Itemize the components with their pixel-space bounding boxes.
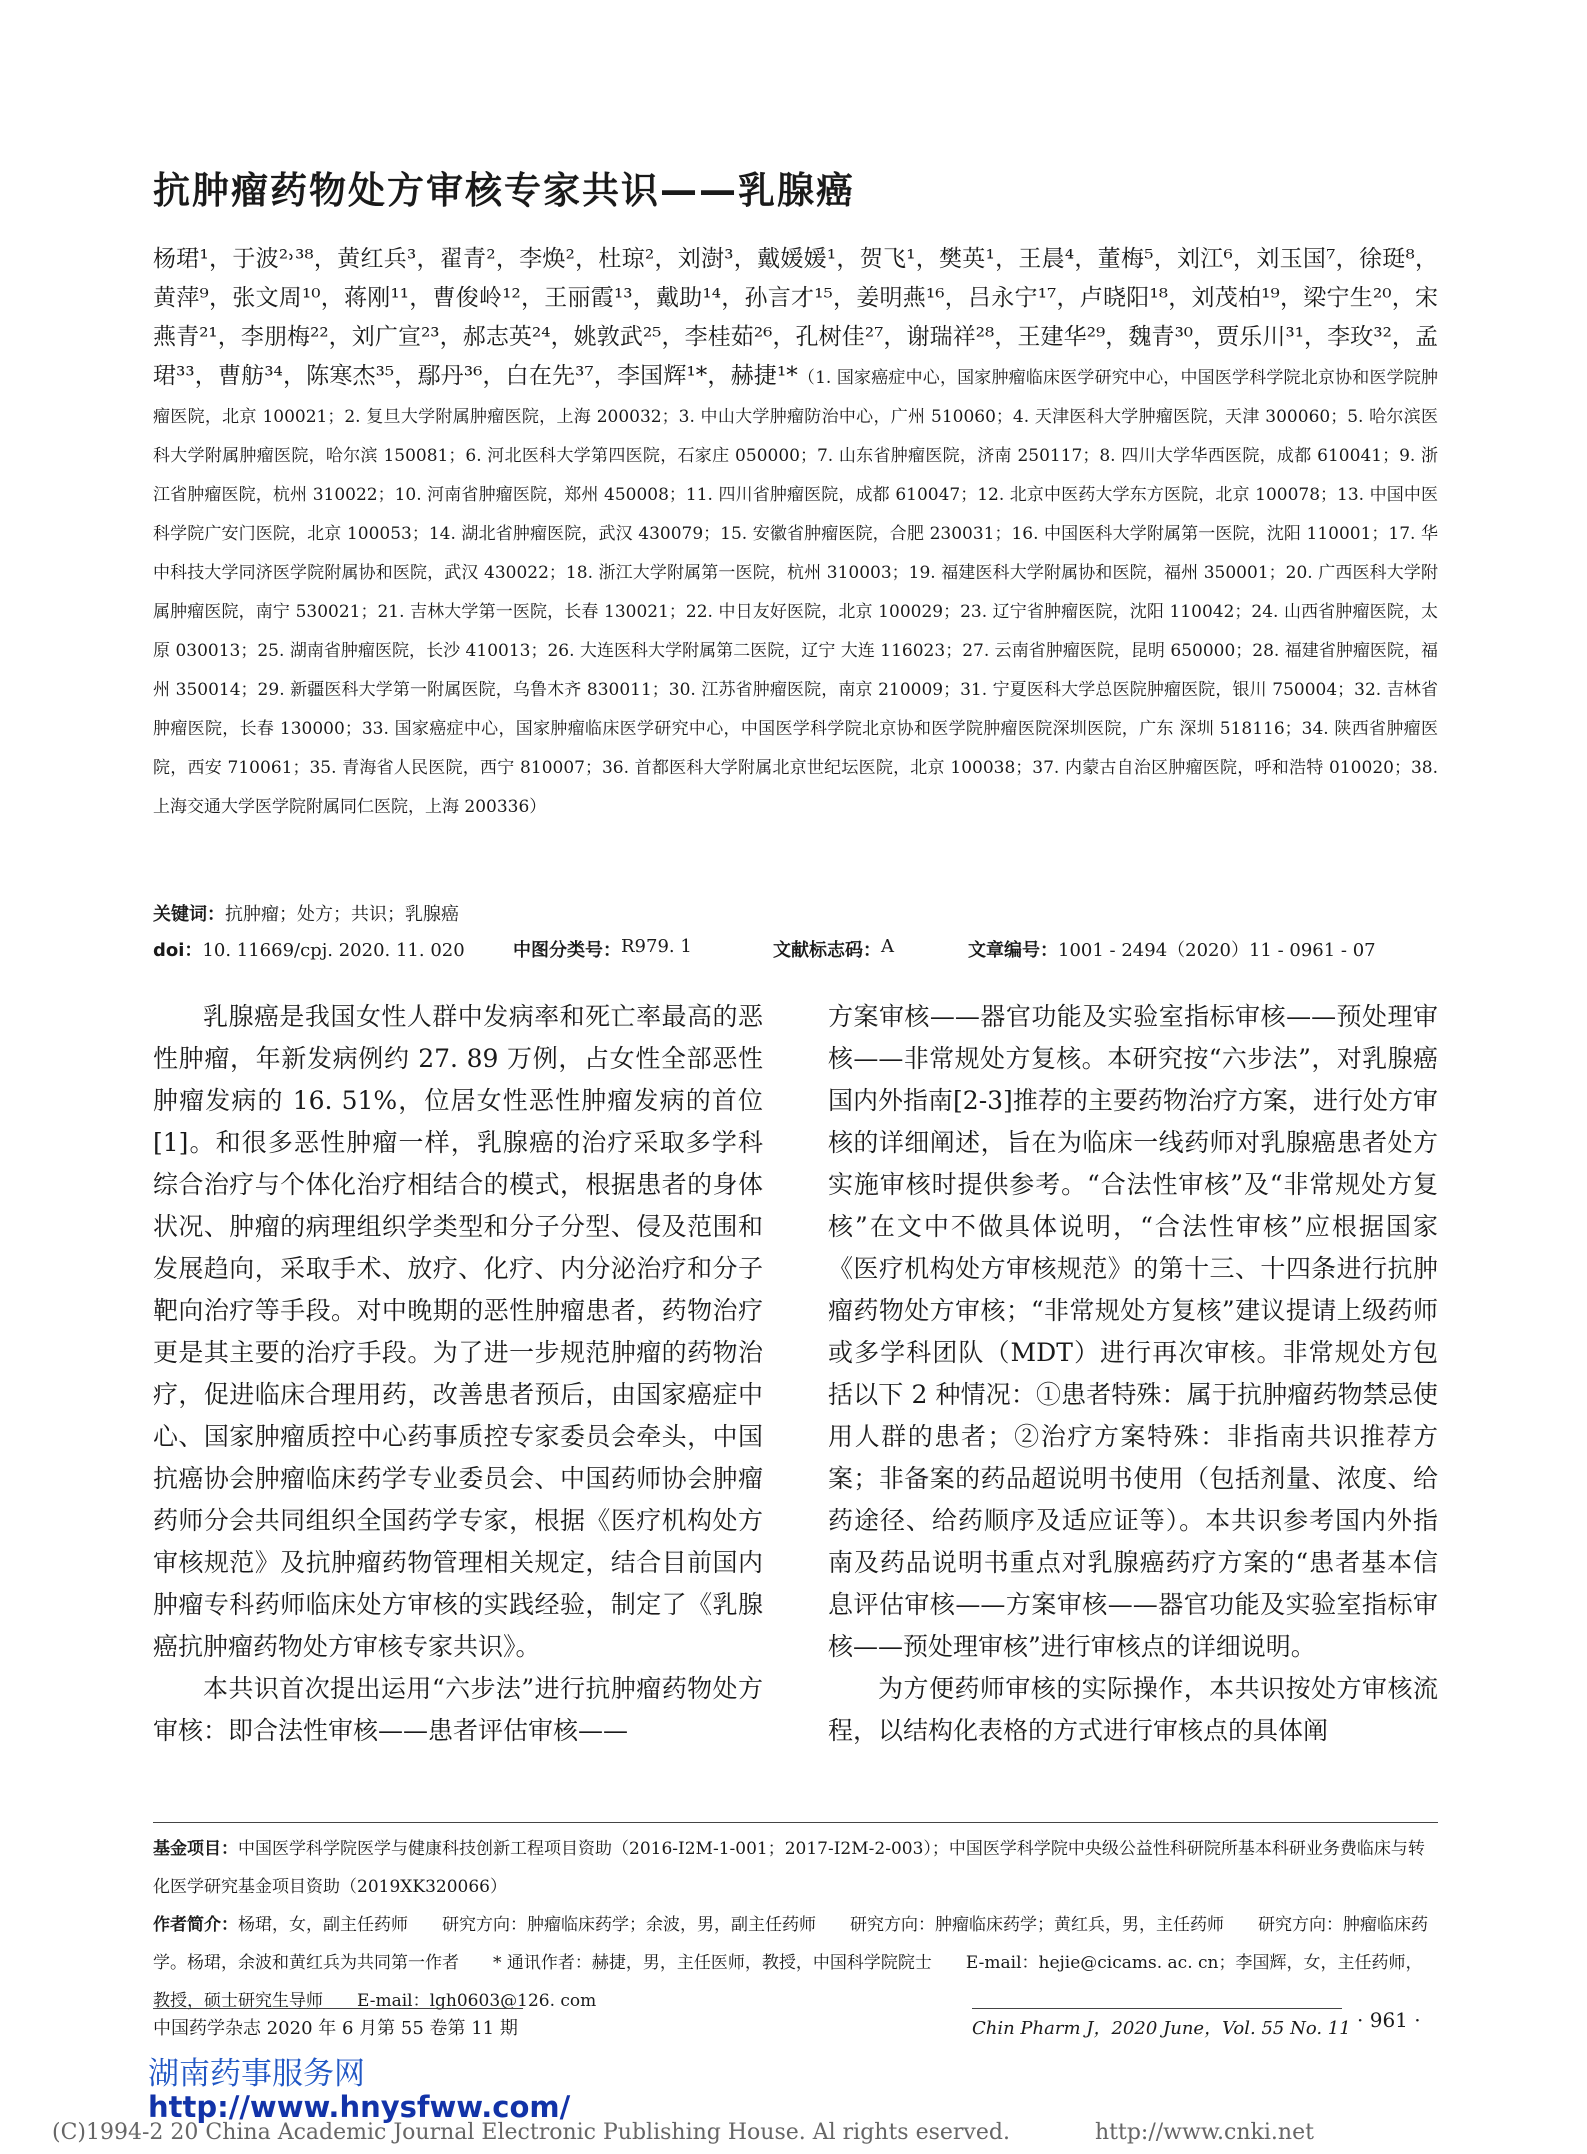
keywords-value: 抗肿瘤；处方；共识；乳腺癌 <box>225 904 459 925</box>
code-value: A <box>881 936 894 957</box>
author-block <box>153 240 1438 825</box>
watermark-url[interactable]: http://www.hnysfww.com/ <box>148 2090 571 2124</box>
body-paragraph: 为方便药师审核的实际操作，本共识按处方审核流程，以结构化表格的方式进行审核点的具体阐 <box>828 1674 1438 1745</box>
journal-info-left: 中国药学杂志 2020 年 6 月第 55 卷第 11 期 <box>153 2018 518 2039</box>
article-number-field <box>968 936 1376 962</box>
clc-field <box>513 936 692 962</box>
keywords-line <box>153 900 459 926</box>
page-number: · 961 · <box>1357 2008 1421 2032</box>
affiliation-list: （1. 国家癌症中心，国家肿瘤临床医学研究中心，中国医学科学院北京协和医学院肿瘤医院，北京 100021；2. 复旦大学附属肿瘤医院，上海 200032；3. 中山大学肿瘤防治中心，广州 510060；4. 天津医科大学肿瘤医院，天津 300060；5. 哈尔滨医科大学附属肿瘤医院，哈尔滨 150081；6. 河北医科大学第四医院，石家庄 050000；7. 山东省肿瘤医院，济南 250117；8. 四川大学华西医院，成都 610041；9. 浙江省肿瘤医院，杭州 310022；10. 河南省肿瘤医院，郑州 450008；11. 四川省肿瘤医院，成都 610047；12. 北京中医药大学东方医院，北京 100078；13. 中国中医科学院广安门医院，北京 100053；14. 湖北省肿瘤医院，武汉 430079；15. 安徽省肿瘤医院，合肥 230031；16. 中国医科大学附属第一医院，沈阳 110001；17. 华中科技大学同济医学院附属协和医院，武汉 430022；18. 浙江大学附属第一医院，杭州 310003；19. 福建医科大学附属协和医院，福州 350001；20. 广西医科大学附属肿瘤医院，南宁 530021；21. 吉林大学第一医院，长春 130021；22. 中日友好医院，北京 100029；23. 辽宁省肿瘤医院，沈阳 110042；24. 山西省肿瘤医院，太原 030013；25. 湖南省肿瘤医院，长沙 410013；26. 大连医科大学附属第二医院，辽宁 大连 116023；27. 云南省肿瘤医院，昆明 650000；28. 福建省肿瘤医院，福州 350014；29. 新疆医科大学第一附属医院，乌鲁木齐 830011；30. 江苏省肿瘤医院，南京 210009；31. 宁夏医科大学总医院肿瘤医院，银川 750004；32. 吉林省肿瘤医院，长春 130000；33. 国家癌症中心，国家肿瘤临床医学研究中心，中国医学科学院北京协和医学院肿瘤医院深圳医院，广东 深圳 518116；34. 陕西省肿瘤医院，西安 710061；35. 青海省人民医院，西宁 810007；36. 首都医科大学附属北京世纪坛医院，北京 100038；37. 内蒙古自治区肿瘤医院，呼和浩特 010020；38. 上海交通大学医学院附属同仁医院，上海 200336） <box>153 368 1438 817</box>
footnote-block <box>153 1830 1438 2020</box>
doi-link[interactable]: 10. 11669/cpj. 2020. 11. 020 <box>202 940 465 961</box>
left-column <box>153 996 763 1752</box>
article-number-value: 1001 - 2494（2020）11 - 0961 - 07 <box>1058 940 1376 961</box>
clc-value: R979. 1 <box>621 936 692 957</box>
footer-rule-left <box>153 2008 523 2009</box>
article-number-label: 文章编号： <box>968 940 1058 961</box>
keywords-label: 关键词： <box>153 904 225 925</box>
body-paragraph: 方案审核——器官功能及实验室指标审核——预处理审核——非常规处方复核。本研究按“六步法”，对乳腺癌国内外指南[2-3]推荐的主要药物治疗方案，进行处方审核的详细阐述，旨在为临床一线药师对乳腺癌患者处方实施审核时提供参考。“合法性审核”及“非常规处方复核”在文中不做具体说明，“合法性审核”应根据国家《医疗机构处方审核规范》的第十三、十四条进行抗肿瘤药物处方审核；“非常规处方复核”建议提请上级药师或多学科团队（MDT）进行再次审核。非常规处方包括以下 2 种情况：①患者特殊：属于抗肿瘤药物禁忌使用人群的患者；②治疗方案特殊：非指南共识推荐方案；非备案的药品超说明书使用（包括剂量、浓度、给药途径、给药顺序及适应证等）。本共识参考国内外指南及药品说明书重点对乳腺癌药疗方案的“患者基本信息评估审核——方案审核——器官功能及实验室指标审核——预处理审核”进行审核点的详细说明。 <box>828 1002 1438 1661</box>
code-label: 文献标志码： <box>773 940 881 961</box>
footer-rule-right <box>972 2008 1342 2009</box>
fund-note <box>153 1830 1438 1906</box>
copyright-line: (C)1994-2 20 China Academic Journal Electronic Publishing House. Al rights eserved. <box>52 2120 1010 2145</box>
doi-field <box>153 936 465 962</box>
right-column <box>828 996 1438 1752</box>
watermark-site-name: 湖南药事服务网 <box>148 2056 365 2092</box>
fund-label: 基金项目： <box>153 1839 238 1859</box>
body-paragraph: 乳腺癌是我国女性人群中发病率和死亡率最高的恶性肿瘤，年新发病例约 27. 89 万例，占女性全部恶性肿瘤发病的 16. 51%，位居女性恶性肿瘤发病的首位[1]。和很多恶性肿瘤一样，乳腺癌的治疗采取多学科综合治疗与个体化治疗相结合的模式，根据患者的身体状况、肿瘤的病理组织学类型和分子分型、侵及范围和发展趋向，采取手术、放疗、化疗、内分泌治疗和分子靶向治疗等手段。对中晚期的恶性肿瘤患者，药物治疗更是其主要的治疗手段。为了进一步规范肿瘤的药物治疗，促进临床合理用药，改善患者预后，由国家癌症中心、国家肿瘤质控中心药事质控专家委员会牵头，中国抗癌协会肿瘤临床药学专业委员会、中国药师协会肿瘤药师分会共同组织全国药学专家，根据《医疗机构处方审核规范》及抗肿瘤药物管理相关规定，结合目前国内肿瘤专科药师临床处方审核的实践经验，制定了《乳腺癌抗肿瘤药物处方审核专家共识》。 <box>153 1002 763 1661</box>
author-info-value: 杨珺，女，副主任药师 研究方向：肿瘤临床药学；余波，男，副主任药师 研究方向：肿瘤临床药学；黄红兵，男，主任药师 研究方向：肿瘤临床药学。杨珺，余波和黄红兵为共同第一作者 * 通讯作者：赫捷，男，主任医师，教授，中国科学院院士 E-mail：hejie@cicams. ac. cn；李国辉，女，主任药师，教授，硕士研究生导师 E-mail：lgh0603@126. com <box>153 1915 1428 2011</box>
fund-value: 中国医学科学院医学与健康科技创新工程项目资助（2016-I2M-1-001；2017-I2M-2-003）；中国医学科学院中央级公益性科研院所基本科研业务费临床与转化医学研究基金项目资助（2019XK320066） <box>153 1839 1425 1897</box>
author-note <box>153 1906 1438 2020</box>
paper-title: 抗肿瘤药物处方审核专家共识——乳腺癌 <box>153 169 855 212</box>
footnote-divider <box>153 1822 1438 1823</box>
cnki-link[interactable]: http://www.cnki.net <box>1095 2120 1314 2145</box>
body-paragraph: 本共识首次提出运用“六步法”进行抗肿瘤药物处方审核：即合法性审核——患者评估审核—— <box>153 1674 763 1745</box>
journal-info-right: Chin Pharm J，2020 June，Vol. 55 No. 11 <box>972 2018 1351 2039</box>
clc-label: 中图分类号： <box>513 940 621 961</box>
author-list: 杨珺¹，于波²˒³⁸，黄红兵³，翟青²，李焕²，杜琼²，刘澍³，戴媛媛¹，贺飞¹，樊英¹，王晨⁴，董梅⁵，刘江⁶，刘玉国⁷，徐珽⁸，黄萍⁹，张文周¹⁰，蒋刚¹¹，曹俊岭¹²，王丽霞¹³，戴助¹⁴，孙言才¹⁵，姜明燕¹⁶，吕永宁¹⁷，卢晓阳¹⁸，刘茂柏¹⁹，梁宁生²⁰，宋燕青²¹，李朋梅²²，刘广宣²³，郝志英²⁴，姚敦武²⁵，李桂茹²⁶，孔树佳²⁷，谢瑞祥²⁸，王建华²⁹，魏青³⁰，贾乐川³¹，李玫³²，孟珺³³，曹舫³⁴，陈寒杰³⁵，鄢丹³⁶，白在先³⁷，李国辉¹*，赫捷¹* <box>153 246 1438 389</box>
code-field <box>773 936 894 962</box>
author-info-label: 作者简介： <box>153 1915 238 1935</box>
doi-label: doi： <box>153 940 203 961</box>
